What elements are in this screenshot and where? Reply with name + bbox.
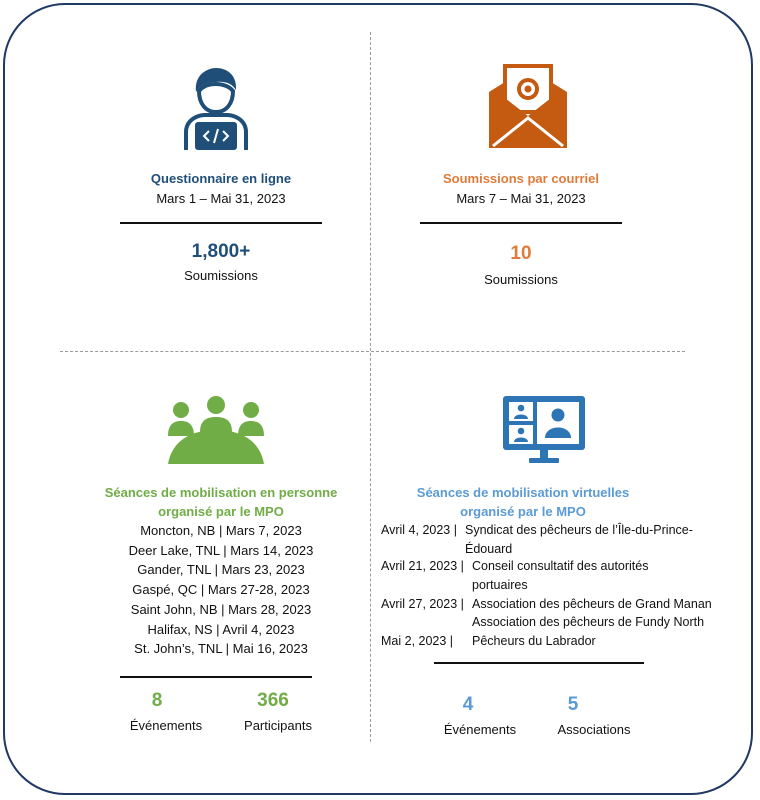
email-dates: Mars 7 – Mai 31, 2023	[456, 191, 586, 206]
virtual-session-org: Conseil consultatif des autorités	[472, 559, 649, 573]
email-title: Soumissions par courriel	[442, 171, 600, 186]
inperson-title-line1: Séances de mobilisation en personne	[104, 485, 338, 500]
email-count: 10	[510, 243, 532, 264]
inperson-events-label: Événements	[129, 718, 203, 733]
inperson-rule	[120, 676, 312, 678]
inperson-session: Deer Lake, TNL | Mars 14, 2023	[128, 542, 314, 558]
virtual-events-count: 4	[462, 694, 474, 715]
virtual-title-line2: organisé par le MPO	[460, 504, 586, 519]
email-rule	[420, 222, 622, 224]
virtual-events-label: Événements	[443, 722, 517, 737]
inperson-session: Halifax, NS | Avril 4, 2023	[147, 621, 295, 637]
inperson-session: Gaspé, QC | Mars 27-28, 2023	[132, 582, 310, 598]
online-dates: Mars 1 – Mai 31, 2023	[156, 191, 286, 206]
email-count-label: Soumissions	[484, 272, 558, 287]
virtual-title-line1: Séances de mobilisation virtuelles	[416, 485, 630, 500]
virtual-session-org-cont: Édouard	[465, 542, 513, 556]
virtual-session-org-cont: portuaires	[472, 578, 528, 592]
person-laptop-icon	[182, 66, 250, 152]
virtual-session-date: Mai 2, 2023 |	[381, 634, 454, 648]
infographic-frame	[3, 3, 753, 795]
inperson-events-count: 8	[151, 690, 163, 711]
virtual-rule	[434, 662, 644, 664]
virtual-associations-count: 5	[567, 694, 579, 715]
inperson-participants-label: Participants	[244, 718, 312, 733]
inperson-participants-count: 366	[257, 690, 289, 711]
online-rule	[120, 222, 322, 224]
inperson-title-line2: organisé par le MPO	[158, 504, 284, 519]
virtual-session-org-cont: Association des pêcheurs de Fundy North	[472, 615, 705, 629]
inperson-session: Moncton, NB | Mars 7, 2023	[140, 523, 302, 538]
inperson-session: Saint John, NB | Mars 28, 2023	[130, 601, 312, 617]
vertical-divider	[370, 32, 371, 742]
virtual-session-date: Avril 4, 2023 |	[381, 523, 457, 537]
video-conference-monitor-icon	[503, 396, 585, 464]
virtual-session-date: Avril 27, 2023 |	[381, 597, 464, 611]
online-count-label: Soumissions	[184, 268, 258, 283]
virtual-session-date: Avril 21, 2023 |	[381, 559, 464, 573]
virtual-session-org: Syndicat des pêcheurs de l’Île-du-Prince-	[465, 523, 693, 537]
inperson-session: Gander, TNL | Mars 23, 2023	[137, 562, 305, 578]
virtual-session-org: Pêcheurs du Labrador	[472, 634, 596, 648]
horizontal-divider	[60, 351, 685, 352]
virtual-session-org: Association des pêcheurs de Grand Manan	[472, 597, 712, 611]
email-envelope-icon	[487, 62, 569, 150]
group-meeting-icon	[166, 396, 266, 466]
virtual-associations-label: Associations	[557, 722, 631, 737]
inperson-session: St. John’s, TNL | Mai 16, 2023	[134, 641, 308, 657]
inperson-session-list	[90, 521, 352, 659]
online-count: 1,800+	[191, 241, 251, 262]
online-title: Questionnaire en ligne	[150, 171, 292, 186]
